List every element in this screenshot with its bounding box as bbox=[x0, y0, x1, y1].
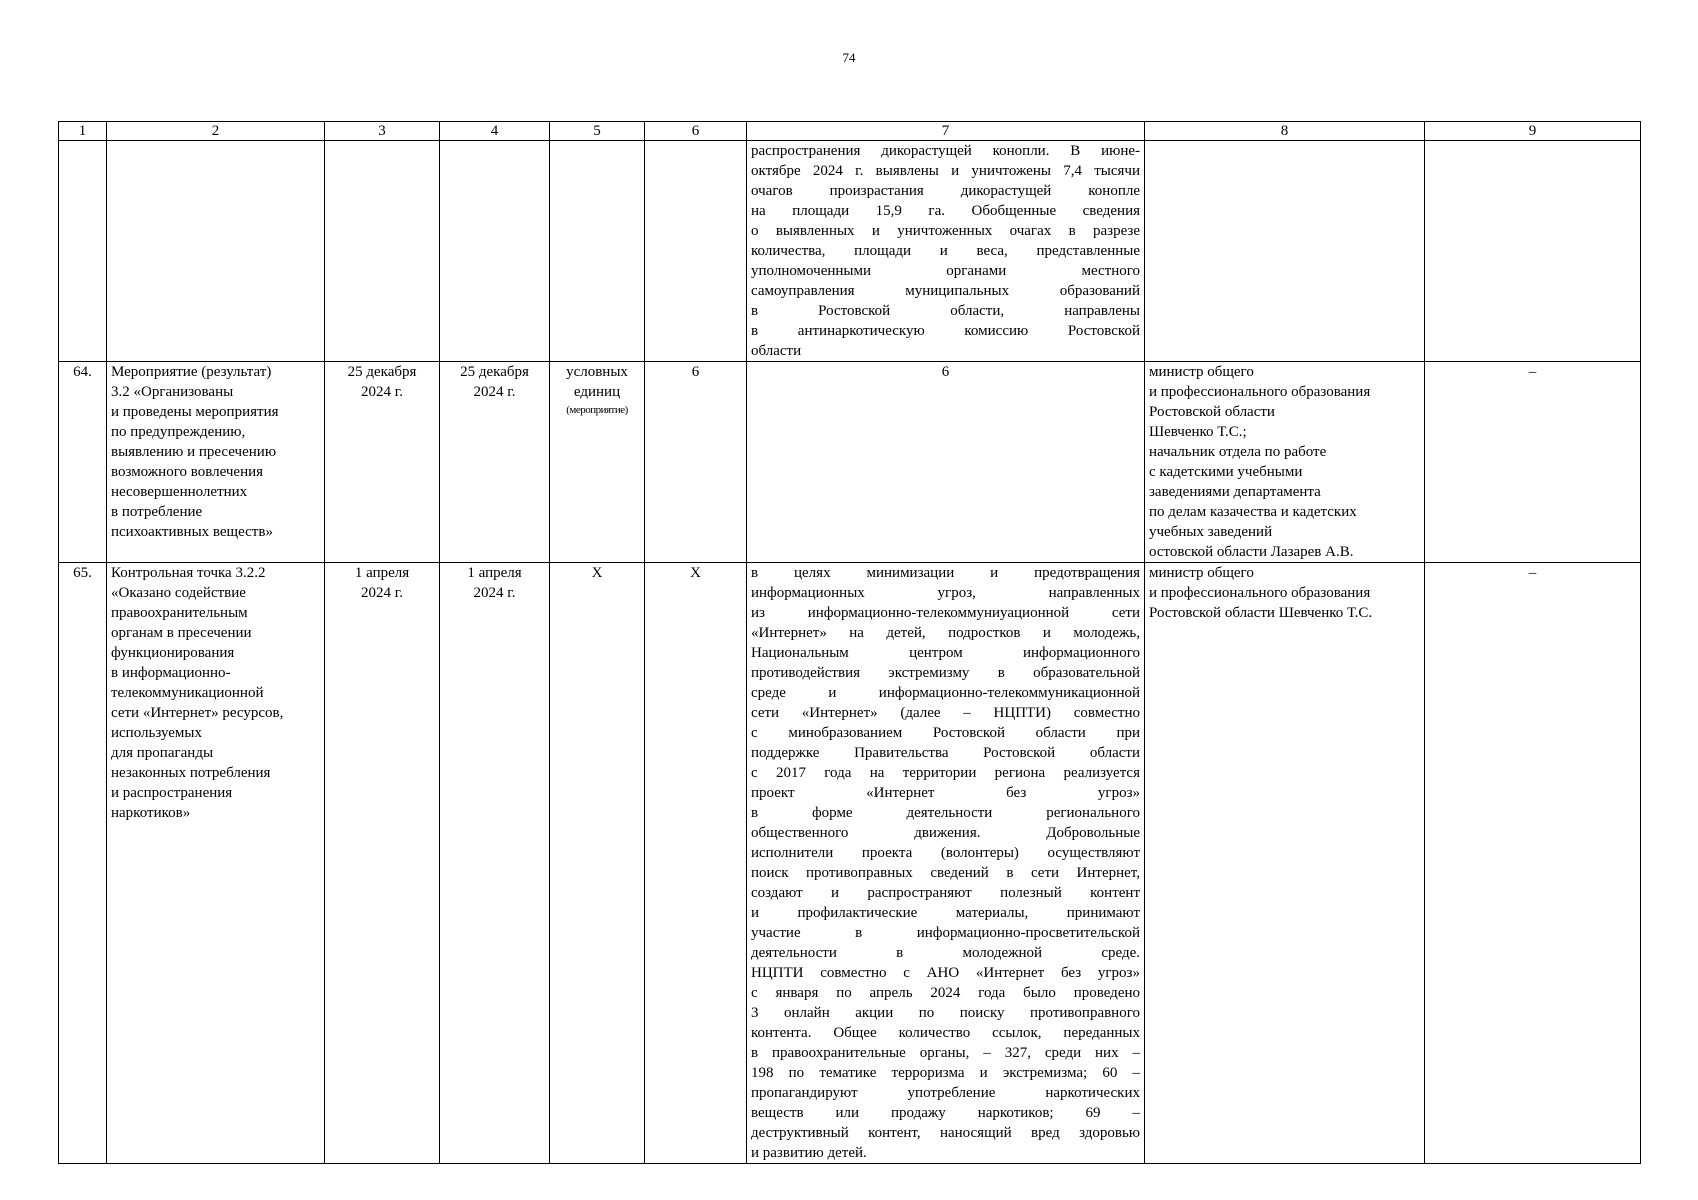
row-number-cell: 65. bbox=[59, 563, 107, 1164]
column-header: 2 bbox=[107, 122, 325, 141]
fact-date-cell: 25 декабря 2024 г. bbox=[440, 362, 550, 563]
info-text-line: количества, площади и веса, представленные bbox=[751, 243, 1140, 259]
row-name-cell bbox=[107, 141, 325, 362]
info-text-line: поддержке Правительства Ростовской области bbox=[751, 745, 1140, 761]
info-text-line: в Ростовской области, направлены bbox=[751, 303, 1140, 319]
info-cell: 6 bbox=[747, 362, 1145, 563]
unit-cell: X bbox=[550, 563, 645, 1164]
column-header: 1 bbox=[59, 122, 107, 141]
info-text-line: поиск противоправных сведений в сети Интернет, bbox=[751, 865, 1140, 881]
info-text-line: информационных угроз, направленных bbox=[751, 585, 1140, 601]
unit-cell bbox=[550, 362, 645, 563]
column-header: 4 bbox=[440, 122, 550, 141]
info-text-line: с января по апрель 2024 года было проведено bbox=[751, 985, 1140, 1001]
info-text-line: создают и распространяют полезный контент bbox=[751, 885, 1140, 901]
info-text-line: 3 онлайн акции по поиску противоправного bbox=[751, 1005, 1140, 1021]
plan-date-cell: 1 апреля 2024 г. bbox=[325, 563, 440, 1164]
table-row bbox=[59, 141, 1641, 362]
note-cell: – bbox=[1425, 362, 1641, 563]
plan-date-cell bbox=[325, 141, 440, 362]
info-text-line: в целях минимизации и предотвращения bbox=[751, 565, 1140, 581]
value-cell: X bbox=[645, 563, 747, 1164]
info-text-line: с минобразованием Ростовской области при bbox=[751, 725, 1140, 741]
info-text-line: исполнители проекта (волонтеры) осуществляют bbox=[751, 845, 1140, 861]
info-text-line: 198 по тематике терроризма и экстремизма; 60 – bbox=[751, 1065, 1140, 1081]
info-text-line: среде и информационно-телекоммуникационной bbox=[751, 685, 1140, 701]
info-text-line: о выявленных и уничтоженных очагах в разрезе bbox=[751, 223, 1140, 239]
fact-date-cell: 1 апреля 2024 г. bbox=[440, 563, 550, 1164]
column-header: 5 bbox=[550, 122, 645, 141]
info-text-line: с 2017 года на территории региона реализуется bbox=[751, 765, 1140, 781]
info-text-line: октябре 2024 г. выявлены и уничтожены 7,4 тысячи bbox=[751, 163, 1140, 179]
unit-label: условных единиц bbox=[566, 364, 628, 400]
info-text-line: сети «Интернет» (далее – НЦПТИ) совместно bbox=[751, 705, 1140, 721]
info-text-line: и развитию детей. bbox=[751, 1145, 867, 1161]
info-text-line: в форме деятельности регионального bbox=[751, 805, 1140, 821]
unit-note: (мероприятие) bbox=[566, 404, 628, 416]
info-text-line: области bbox=[751, 343, 802, 359]
info-text-line: и профилактические материалы, принимают bbox=[751, 905, 1140, 921]
value-cell bbox=[645, 141, 747, 362]
info-text-line: уполномоченными органами местного bbox=[751, 263, 1140, 279]
row-number-cell: 64. bbox=[59, 362, 107, 563]
row-name-cell: Мероприятие (результат) 3.2 «Организованы и проведены мероприятия по предупреждению, выявлению и пресечению возможного вовлечения несовершеннолетних в потребление психоактивных веществ» bbox=[107, 362, 325, 563]
column-header: 9 bbox=[1425, 122, 1641, 141]
unit-cell bbox=[550, 141, 645, 362]
info-text-line: участие в информационно-просветительской bbox=[751, 925, 1140, 941]
info-text-line: из информационно-телекоммуниуационной сети bbox=[751, 605, 1140, 621]
responsible-cell: министр общего и профессионального образования Ростовской области Шевченко Т.С. bbox=[1145, 563, 1425, 1164]
info-text-line: распространения дикорастущей конопли. В июне- bbox=[751, 143, 1140, 159]
report-table bbox=[58, 121, 1641, 1164]
info-text-line: на площади 15,9 га. Обобщенные сведения bbox=[751, 203, 1140, 219]
info-text-line: пропагандируют употребление наркотических bbox=[751, 1085, 1140, 1101]
info-text-line: проект «Интернет без угроз» bbox=[751, 785, 1140, 801]
info-text-line: «Интернет» на детей, подростков и молодежь, bbox=[751, 625, 1140, 641]
table-row bbox=[59, 563, 1641, 1164]
info-text-line: самоуправления муниципальных образований bbox=[751, 283, 1140, 299]
page-number: 74 bbox=[842, 50, 856, 65]
info-text-line: очагов произрастания дикорастущей конопле bbox=[751, 183, 1140, 199]
column-header: 6 bbox=[645, 122, 747, 141]
value-cell: 6 bbox=[645, 362, 747, 563]
table-row bbox=[59, 362, 1641, 563]
info-text-line: Национальным центром информационного bbox=[751, 645, 1140, 661]
column-header: 8 bbox=[1145, 122, 1425, 141]
responsible-cell: министр общего и профессионального образования Ростовской области Шевченко Т.С.; начальник отдела по работе с кадетскими учебными заведениями департамента по делам казачества и кадетских учебных заведений остовской области Лазарев А.В. bbox=[1145, 362, 1425, 563]
note-cell: – bbox=[1425, 563, 1641, 1164]
responsible-cell bbox=[1145, 141, 1425, 362]
info-text-line: в правоохранительные органы, – 327, среди них – bbox=[751, 1045, 1140, 1061]
info-text-line: контента. Общее количество ссылок, переданных bbox=[751, 1025, 1140, 1041]
info-text-line: противодействия экстремизму в образовательной bbox=[751, 665, 1140, 681]
info-cell bbox=[747, 563, 1145, 1164]
plan-date-cell: 25 декабря 2024 г. bbox=[325, 362, 440, 563]
info-text-line: деструктивный контент, наносящий вред здоровью bbox=[751, 1125, 1140, 1141]
fact-date-cell bbox=[440, 141, 550, 362]
row-name-cell: Контрольная точка 3.2.2 «Оказано содействие правоохранительным органам в пресечении функционирования в информационно- телекоммуникационной сети «Интернет» ресурсов, используемых для пропаганды незаконных потребления и распространения наркотиков» bbox=[107, 563, 325, 1164]
column-header: 7 bbox=[747, 122, 1145, 141]
row-number-cell bbox=[59, 141, 107, 362]
info-cell bbox=[747, 141, 1145, 362]
column-header: 3 bbox=[325, 122, 440, 141]
info-text-line: в антинаркотическую комиссию Ростовской bbox=[751, 323, 1140, 339]
info-text-line: общественного движения. Добровольные bbox=[751, 825, 1140, 841]
note-cell bbox=[1425, 141, 1641, 362]
info-text-line: веществ или продажу наркотиков; 69 – bbox=[751, 1105, 1140, 1121]
table-header-row bbox=[59, 122, 1641, 141]
info-text-line: НЦПТИ совместно с АНО «Интернет без угроз» bbox=[751, 965, 1140, 981]
info-text-line: деятельности в молодежной среде. bbox=[751, 945, 1140, 961]
